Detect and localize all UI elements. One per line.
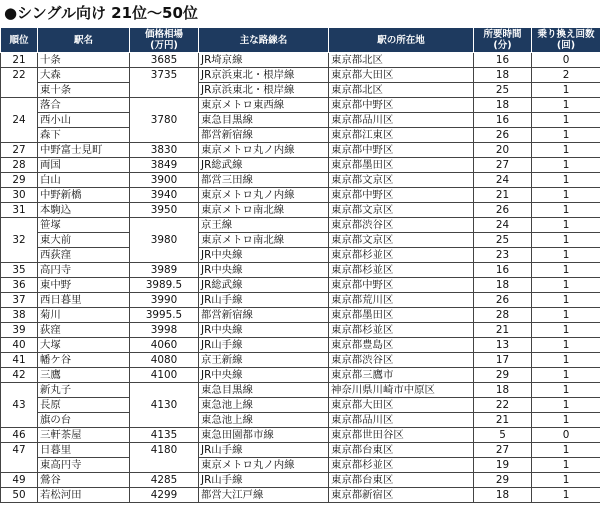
time-cell: 25	[474, 233, 532, 248]
transfers-cell: 1	[532, 458, 600, 473]
table-row	[1, 308, 600, 323]
rank-cell: 40	[1, 338, 38, 353]
location-cell: 東京都北区	[329, 83, 474, 98]
header-station: 駅名	[38, 28, 130, 53]
table-row	[1, 368, 600, 383]
location-cell: 東京都文京区	[329, 233, 474, 248]
location-cell: 東京都中野区	[329, 143, 474, 158]
station-cell: 新丸子	[38, 383, 130, 398]
table-row	[1, 158, 600, 173]
rank-cell	[1, 413, 38, 428]
rank-cell: 31	[1, 203, 38, 218]
location-cell: 東京都渋谷区	[329, 353, 474, 368]
header-time-line1: 所要時間	[483, 29, 522, 40]
rank-cell: 46	[1, 428, 38, 443]
station-cell: 旗の台	[38, 413, 130, 428]
location-cell: 東京都渋谷区	[329, 218, 474, 233]
price-cell: 3780	[130, 113, 199, 128]
line-cell: 東急田園都市線	[199, 428, 329, 443]
header-line: 主な路線名	[199, 28, 329, 53]
price-cell: 3989.5	[130, 278, 199, 293]
rank-cell: 29	[1, 173, 38, 188]
line-cell: 東京メトロ南北線	[199, 203, 329, 218]
time-cell: 18	[474, 68, 532, 83]
station-cell: 西荻窪	[38, 248, 130, 263]
line-cell: 東急目黒線	[199, 383, 329, 398]
location-cell: 東京都中野区	[329, 98, 474, 113]
table-row	[1, 278, 600, 293]
location-cell: 東京都文京区	[329, 173, 474, 188]
station-cell: 白山	[38, 173, 130, 188]
transfers-cell: 1	[532, 173, 600, 188]
price-cell: 4080	[130, 353, 199, 368]
station-cell: 東十条	[38, 83, 130, 98]
station-cell: 高円寺	[38, 263, 130, 278]
page-title: ●シングル向け 21位〜50位	[4, 4, 198, 22]
rank-cell: 32	[1, 233, 38, 248]
price-cell	[130, 83, 199, 98]
line-cell: 都営新宿線	[199, 128, 329, 143]
price-cell: 3900	[130, 173, 199, 188]
rank-cell: 37	[1, 293, 38, 308]
line-cell: 東急池上線	[199, 413, 329, 428]
transfers-cell: 0	[532, 53, 600, 68]
price-cell: 3980	[130, 233, 199, 248]
time-cell: 26	[474, 203, 532, 218]
transfers-cell: 1	[532, 278, 600, 293]
time-cell: 18	[474, 488, 532, 503]
table-row	[1, 233, 600, 248]
price-cell: 4135	[130, 428, 199, 443]
location-cell: 東京都墨田区	[329, 308, 474, 323]
line-cell: 東京メトロ南北線	[199, 233, 329, 248]
location-cell: 東京都杉並区	[329, 323, 474, 338]
station-cell: 落合	[38, 98, 130, 113]
line-cell: JR中央線	[199, 368, 329, 383]
time-cell: 18	[474, 278, 532, 293]
station-cell: 三鷹	[38, 368, 130, 383]
rank-cell	[1, 383, 38, 398]
station-cell: 東大前	[38, 233, 130, 248]
ranking-table	[0, 27, 600, 503]
location-cell: 東京都新宿区	[329, 488, 474, 503]
transfers-cell: 1	[532, 233, 600, 248]
location-cell: 東京都品川区	[329, 413, 474, 428]
rank-cell: 50	[1, 488, 38, 503]
table-row	[1, 203, 600, 218]
transfers-cell: 2	[532, 68, 600, 83]
station-cell: 荻窪	[38, 323, 130, 338]
time-cell: 5	[474, 428, 532, 443]
rank-cell: 24	[1, 113, 38, 128]
transfers-cell: 1	[532, 248, 600, 263]
table-row	[1, 218, 600, 233]
station-cell: 日暮里	[38, 443, 130, 458]
location-cell: 東京都世田谷区	[329, 428, 474, 443]
price-cell	[130, 383, 199, 398]
time-cell: 16	[474, 53, 532, 68]
rank-cell: 36	[1, 278, 38, 293]
price-cell: 4285	[130, 473, 199, 488]
header-price	[130, 28, 199, 53]
transfers-cell: 1	[532, 398, 600, 413]
line-cell: 東京メトロ丸ノ内線	[199, 458, 329, 473]
time-cell: 22	[474, 398, 532, 413]
location-cell: 東京都中野区	[329, 278, 474, 293]
rank-cell	[1, 218, 38, 233]
transfers-cell: 0	[532, 428, 600, 443]
price-cell	[130, 458, 199, 473]
location-cell: 東京都大田区	[329, 68, 474, 83]
time-cell: 20	[474, 143, 532, 158]
transfers-cell: 1	[532, 113, 600, 128]
line-cell: 京王線	[199, 218, 329, 233]
location-cell: 東京都文京区	[329, 203, 474, 218]
line-cell: 都営大江戸線	[199, 488, 329, 503]
rank-cell: 39	[1, 323, 38, 338]
rank-cell: 42	[1, 368, 38, 383]
header-location: 駅の所在地	[329, 28, 474, 53]
table-row	[1, 68, 600, 83]
rank-cell	[1, 458, 38, 473]
header-row	[1, 28, 600, 53]
line-cell: JR山手線	[199, 443, 329, 458]
time-cell: 28	[474, 308, 532, 323]
location-cell: 東京都墨田区	[329, 158, 474, 173]
table-row	[1, 398, 600, 413]
time-cell: 29	[474, 473, 532, 488]
line-cell: JR山手線	[199, 338, 329, 353]
rank-cell: 30	[1, 188, 38, 203]
location-cell: 東京都杉並区	[329, 248, 474, 263]
transfers-cell: 1	[532, 218, 600, 233]
rank-cell	[1, 83, 38, 98]
station-cell: 大森	[38, 68, 130, 83]
table-row	[1, 98, 600, 113]
rank-cell: 27	[1, 143, 38, 158]
table-row	[1, 188, 600, 203]
table-row	[1, 488, 600, 503]
rank-cell	[1, 98, 38, 113]
header-transfers-line1: 乗り換え回数	[537, 29, 595, 40]
line-cell: 東京メトロ東西線	[199, 98, 329, 113]
table-row	[1, 113, 600, 128]
transfers-cell: 1	[532, 203, 600, 218]
price-cell: 3990	[130, 293, 199, 308]
header-time-line2: (分)	[493, 40, 512, 51]
price-cell: 4060	[130, 338, 199, 353]
price-cell: 3940	[130, 188, 199, 203]
line-cell: 東京メトロ丸ノ内線	[199, 188, 329, 203]
price-cell: 4299	[130, 488, 199, 503]
table-row	[1, 323, 600, 338]
transfers-cell: 1	[532, 308, 600, 323]
transfers-cell: 1	[532, 353, 600, 368]
line-cell: 東急目黒線	[199, 113, 329, 128]
location-cell: 東京都台東区	[329, 473, 474, 488]
header-rank: 順位	[1, 28, 38, 53]
table-row	[1, 248, 600, 263]
line-cell: 京王新線	[199, 353, 329, 368]
location-cell: 東京都大田区	[329, 398, 474, 413]
line-cell: 都営三田線	[199, 173, 329, 188]
header-transfers-line2: (回)	[556, 40, 576, 51]
table-row	[1, 173, 600, 188]
time-cell: 25	[474, 83, 532, 98]
table-row	[1, 128, 600, 143]
station-cell: 鶯谷	[38, 473, 130, 488]
rank-cell: 35	[1, 263, 38, 278]
transfers-cell: 1	[532, 98, 600, 113]
price-cell: 3950	[130, 203, 199, 218]
station-cell: 森下	[38, 128, 130, 143]
station-cell: 東高円寺	[38, 458, 130, 473]
price-cell: 3998	[130, 323, 199, 338]
transfers-cell: 1	[532, 488, 600, 503]
location-cell: 東京都豊島区	[329, 338, 474, 353]
station-cell: 両国	[38, 158, 130, 173]
price-cell: 3830	[130, 143, 199, 158]
transfers-cell: 1	[532, 443, 600, 458]
line-cell: JR京浜東北・根岸線	[199, 68, 329, 83]
table-row	[1, 143, 600, 158]
station-cell: 長原	[38, 398, 130, 413]
line-cell: JR山手線	[199, 473, 329, 488]
transfers-cell: 1	[532, 188, 600, 203]
transfers-cell: 1	[532, 128, 600, 143]
time-cell: 21	[474, 323, 532, 338]
table-row	[1, 338, 600, 353]
transfers-cell: 1	[532, 323, 600, 338]
station-cell: 笹塚	[38, 218, 130, 233]
location-cell: 東京都北区	[329, 53, 474, 68]
price-cell	[130, 128, 199, 143]
table-row	[1, 443, 600, 458]
price-cell	[130, 413, 199, 428]
rank-cell: 49	[1, 473, 38, 488]
station-cell: 本駒込	[38, 203, 130, 218]
time-cell: 26	[474, 128, 532, 143]
table-row	[1, 428, 600, 443]
station-cell: 幡ケ谷	[38, 353, 130, 368]
location-cell: 東京都江東区	[329, 128, 474, 143]
rank-cell: 43	[1, 398, 38, 413]
station-cell: 菊川	[38, 308, 130, 323]
header-price-line1: 価格相場	[144, 29, 183, 40]
transfers-cell: 1	[532, 383, 600, 398]
price-cell: 3849	[130, 158, 199, 173]
line-cell: JR中央線	[199, 248, 329, 263]
table-row	[1, 293, 600, 308]
station-cell: 西日暮里	[38, 293, 130, 308]
header-transfers	[532, 28, 600, 53]
station-cell: 十条	[38, 53, 130, 68]
time-cell: 27	[474, 443, 532, 458]
line-cell: JR総武線	[199, 158, 329, 173]
price-cell: 4130	[130, 398, 199, 413]
station-cell: 東中野	[38, 278, 130, 293]
time-cell: 29	[474, 368, 532, 383]
table-row	[1, 83, 600, 98]
rank-cell: 41	[1, 353, 38, 368]
table-row	[1, 473, 600, 488]
time-cell: 24	[474, 218, 532, 233]
station-cell: 中野富士見町	[38, 143, 130, 158]
location-cell: 東京都杉並区	[329, 263, 474, 278]
time-cell: 27	[474, 158, 532, 173]
price-cell: 3685	[130, 53, 199, 68]
transfers-cell: 1	[532, 413, 600, 428]
price-cell: 4100	[130, 368, 199, 383]
price-cell: 4180	[130, 443, 199, 458]
line-cell: JR山手線	[199, 293, 329, 308]
header-time	[474, 28, 532, 53]
price-cell	[130, 218, 199, 233]
rank-cell: 21	[1, 53, 38, 68]
time-cell: 19	[474, 458, 532, 473]
station-cell: 中野新橋	[38, 188, 130, 203]
time-cell: 23	[474, 248, 532, 263]
table-body	[1, 53, 600, 503]
location-cell: 東京都台東区	[329, 443, 474, 458]
rank-cell	[1, 128, 38, 143]
transfers-cell: 1	[532, 473, 600, 488]
line-cell: 東京メトロ丸ノ内線	[199, 143, 329, 158]
line-cell: JR京浜東北・根岸線	[199, 83, 329, 98]
transfers-cell: 1	[532, 338, 600, 353]
time-cell: 16	[474, 263, 532, 278]
time-cell: 17	[474, 353, 532, 368]
transfers-cell: 1	[532, 293, 600, 308]
line-cell: JR埼京線	[199, 53, 329, 68]
location-cell: 東京都杉並区	[329, 458, 474, 473]
price-cell: 3735	[130, 68, 199, 83]
time-cell: 18	[474, 383, 532, 398]
station-cell: 西小山	[38, 113, 130, 128]
time-cell: 16	[474, 113, 532, 128]
transfers-cell: 1	[532, 368, 600, 383]
station-cell: 三軒茶屋	[38, 428, 130, 443]
time-cell: 18	[474, 98, 532, 113]
rank-cell: 22	[1, 68, 38, 83]
time-cell: 21	[474, 188, 532, 203]
table-row	[1, 263, 600, 278]
location-cell: 神奈川県川崎市中原区	[329, 383, 474, 398]
line-cell: JR中央線	[199, 323, 329, 338]
location-cell: 東京都荒川区	[329, 293, 474, 308]
table-row	[1, 383, 600, 398]
rank-cell: 38	[1, 308, 38, 323]
location-cell: 東京都品川区	[329, 113, 474, 128]
line-cell: 都営新宿線	[199, 308, 329, 323]
line-cell: 東急池上線	[199, 398, 329, 413]
time-cell: 21	[474, 413, 532, 428]
station-cell: 大塚	[38, 338, 130, 353]
transfers-cell: 1	[532, 263, 600, 278]
station-cell: 若松河田	[38, 488, 130, 503]
price-cell: 3989	[130, 263, 199, 278]
location-cell: 東京都三鷹市	[329, 368, 474, 383]
price-cell	[130, 248, 199, 263]
line-cell: JR総武線	[199, 278, 329, 293]
price-cell	[130, 98, 199, 113]
table-row	[1, 353, 600, 368]
table-row	[1, 458, 600, 473]
header-price-line2: (万円)	[150, 40, 178, 51]
table-row	[1, 413, 600, 428]
time-cell: 13	[474, 338, 532, 353]
line-cell: JR中央線	[199, 263, 329, 278]
time-cell: 26	[474, 293, 532, 308]
rank-cell: 28	[1, 158, 38, 173]
time-cell: 24	[474, 173, 532, 188]
location-cell: 東京都中野区	[329, 188, 474, 203]
transfers-cell: 1	[532, 83, 600, 98]
rank-cell	[1, 248, 38, 263]
transfers-cell: 1	[532, 143, 600, 158]
rank-cell: 47	[1, 443, 38, 458]
transfers-cell: 1	[532, 158, 600, 173]
table-row	[1, 53, 600, 68]
price-cell: 3995.5	[130, 308, 199, 323]
